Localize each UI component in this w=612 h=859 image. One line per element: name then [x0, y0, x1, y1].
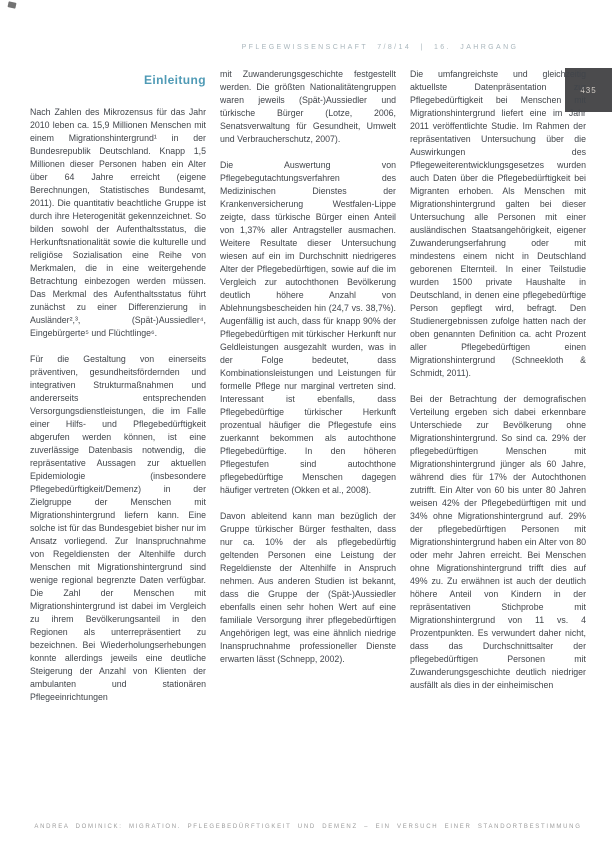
column-1 [30, 68, 206, 704]
paragraph: Die umfangreichste und gleichzeitig aktuellste Datenpräsentation zur Pflegebedürftigkeit bei Menschen mit Migrationshintergrund liefert eine im Jahr 2011 veröffentlichte Studie. Im Rahmen der repräsentativen Untersuchung über die Auswirkungen des Pflegeweiterentwicklungsgesetzes wurden auch Daten über die Pflegebedürftigkeit bei Migranten erhoben. Als Menschen mit Migrationshintergrund galten bei dieser Untersuchung alle Personen mit einer ausländischen Staatsangehörigkeit, eigener Zuwanderungserfahrung oder mit mindestens einem nicht in Deutschland geborenen Elternteil. In einer Teilstudie wurden 1500 private Haushalte in Deutschland, in denen eine pflegebedürftige Person gepflegt wird, befragt. Den Studienergebnissen zufolge hatten nach der oben genannten Definition ca. acht Prozent aller Pflegebedürftigen einen Migrationshintergrund (Schneekloth & Schmidt, 2011). [410, 69, 586, 378]
column-2 [220, 68, 396, 704]
column-2-text [220, 68, 396, 666]
running-footer: ANDREA DOMINICK: MIGRATION. PFLEGEBEDÜRFTIGKEIT UND DEMENZ – EIN VERSUCH EINER STANDORTBESTIMMUNG [34, 824, 582, 830]
paragraph: Nach Zahlen des Mikrozensus für das Jahr 2010 leben ca. 15,9 Millionen Menschen mit einem Migrationshintergrund¹ in der Bundesrepublik Deutschland. Knapp 1,5 Millionen dieser Personen haben ein Alter über 64 Jahre erreicht (eigene Berechnungen, Statistisches Bundesamt, 2011). Die quantitativ beachtliche Gruppe ist durch ihre Heterogenität gekennzeichnet. So bilden sowohl der Aufenthaltsstatus, die Herkunftsnationalität sowie die kulturelle und religiöse Sozialisation eine Reihe von Merkmalen, die in eine weitergehende Betrachtung einbezogen werden müssen. Das Merkmal des Aufenthaltsstatus führt zunächst zu einer Differenzierung in Ausländer²,³, (Spät-)Aussiedler⁴, Eingebürgerte⁵ und Flüchtlinge⁶. [30, 107, 206, 338]
scan-artifact [7, 1, 16, 9]
paragraph: Die Auswertung von Pflegebegutachtungsverfahren des Medizinischen Dienstes der Krankenversicherung Westfalen-Lippe zeigte, dass türkische Bürger einen Anteil von 1,37% aller Antragsteller ausmachen. Weitere Resultate dieser Untersuchung wiesen auf ein im Durchschnitt niedrigeres Alter der Pflegebedürftigen, sowie auf die im Vergleich zur autochthonen Bevölkerung deutlich höhere Anzahl von Ablehnungsbescheiden hin (24,7 vs. 38,7%). Augenfällig ist auch, dass für knapp 90% der Pflegebedürftigen mit türkischer Herkunft nur Geldleistungen ausgezahlt wurden, was in der Folge bedeutet, dass Kombinationsleistungen und Leistungen für formelle Pflege nur marginal vertreten sind. Interessant ist ebenfalls, dass Pflegebedürftige türkischer Herkunft prozentual häufiger die Pflegestufe eins zuerkannt bekommen als autochthone Pflegebedürftige. In den höheren Pflegestufen sind autochthone pflegebedürftige Menschen dagegen häufiger vertreten (Okken et al., 2008). [220, 160, 396, 495]
paragraph: Bei der Betrachtung der demografischen Verteilung ergeben sich dabei erkennbare Unterschiede zur Bevölkerung ohne Migrationshintergrund. So sind ca. 29% der pflegebedürftigen Menschen mit Migrationshintergrund jünger als 60 Jahre, während dies für 17% der Autochthonen zutrifft. Ein Alter von 60 bis unter 80 Jahren weisen 42% der Pflegebedürftigen mit und 34% ohne Migrationshintergrund auf. 29% der pflegebedürftigen Personen mit Migrationshintergrund haben ein Alter von 80 oder mehr Jahren erreicht. Bei Menschen ohne Migrationshintergrund trifft dies auf 49% zu. Zu erwähnen ist auch der deutlich höhere Anteil von Kindern in der repräsentativen Stichprobe mit Migrationshintergrund von 11 vs. 4 Prozentpunkten. Es verwundert daher nicht, dass das Durchschnittsalter der pflegebedürftigen Personen mit Zuwanderungsgeschichte deutlich niedriger ausfällt als dies in der einheimischen [410, 394, 586, 690]
paragraph: Davon ableitend kann man bezüglich der Gruppe türkischer Bürger festhalten, dass nur ca. 10% der als pflegebedürftig geltenden Personen eine Leistung der Regeldienste der Altenhilfe in Anspruch nehmen. Aus anderen Studien ist bekannt, dass die Gruppe der (Spät-)Aussiedler ebenfalls einen sehr hohen Wert auf eine familiale Versorgung ihrer pflegebedürftigen Angehörigen legt, was eine ähnlich niedrige Inanspruchnahme professioneller Dienste erwarten lässt (Schnepp, 2002). [220, 511, 396, 664]
page-number: 435 [580, 85, 597, 95]
paragraph: mit Zuwanderungsgeschichte festgestellt werden. Die größten Nationalitätengruppen waren jeweils (Spät-)Aussiedler und türkische Bürger (Lotze, 2006, Senatsverwaltung für Gesundheit, Umwelt und Verbraucherschutz, 2007). [220, 69, 396, 144]
article-columns [30, 68, 586, 704]
paragraph: Für die Gestaltung von einerseits präventiven, gesundheitsfördernden und integrativen Strukturmaßnahmen und andererseits entsprechenden Versorgungsdienstleistungen, die im Falle einer Hilfs- und Pflegebedürftigkeit abgerufen werden können, ist eine zuverlässige Datenbasis notwendig, die repräsentative Aussagen zur aktuellen Epidemiologie (insbesondere Pflegebedürftigkeit/Demenz) in der Zielgruppe der Menschen mit Migrationshintergrund liefern kann. Eine solche ist für das Bundesgebiet bisher nur im Ansatz vorliegend. Zur Inanspruchnahme von Regeldiensten der Altenhilfe durch Menschen mit Migrationshintergrund sind wenige regional begrenzte Daten verfügbar. Die Zahl der Menschen mit Migrationshintergrund ist dabei im Vergleich zu ihrem Bevölkerungsanteil in den Regionen als unterrepräsentiert zu bezeichnen. Bei Wiederholungserhebungen konnte allerdings jeweils eine deutliche Steigerung der Anzahl von Klienten der ambulanten und stationären Pflegeeinrichtungen [30, 354, 206, 702]
column-3-text [410, 68, 586, 692]
running-header: PFLEGEWISSENSCHAFT 7/8/14 | 16. JAHRGANG [241, 44, 519, 51]
column-1-text [30, 106, 206, 704]
column-3 [410, 68, 586, 704]
section-heading: Einleitung [144, 73, 206, 87]
